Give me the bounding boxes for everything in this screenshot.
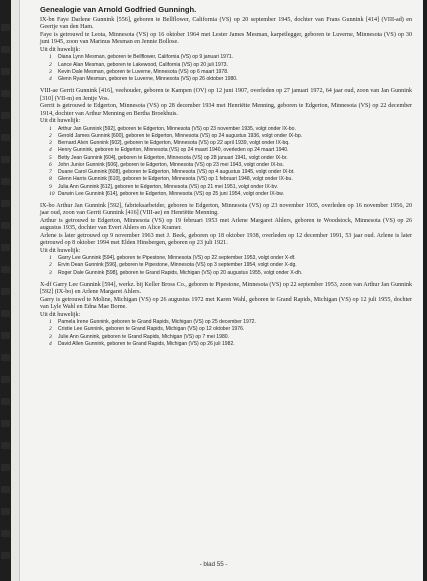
entry-paragraph: Arlene is later getrouwd op 9 november 1963 met J. Beek, geboren op 18 oktober 1938, overleden op 12 december 1991, 53 jaar oud. Arlene is later getrouwd op 8 oktober 1994 met Elden Hinsbergen, geboren op 23 juli 1921. xyxy=(40,232,412,247)
child-item: 2 Ervin Dean Gunnink [596], geboren te Pipestone, Minnesota (VS) op 3 september 1954, volgt onder X-dg. xyxy=(49,262,297,269)
child-item: 2 Gerold James Gunnink [600], geboren te Edgerton, Minnesota (VS) op 24 augustus 1936, volgt onder IX-bp. xyxy=(49,132,303,139)
child-item: 1 Diana Lynn Mesman, geboren te Bellflower, California (VS) op 9 januari 1971. xyxy=(49,54,234,61)
page-header: Genealogie van Arnold Godfried Gunningh. xyxy=(40,5,197,14)
child-item: 9 Julia Ann Gunnink [612], geboren te Edgerton, Minnesota (VS) op 21 mei 1951, volgt onder IX-bv. xyxy=(49,183,278,190)
child-item: 4 David Allen Gunnink, geboren te Grand Rapids, Michigan (VS) op 26 juli 1982. xyxy=(49,340,235,347)
genealogy-entry-ix-bn xyxy=(40,17,412,83)
child-item: 7 Duane Carol Gunnink [608], geboren te Edgerton, Minnesota (VS) op 4 augustus 1945, volgt onder IX-bt. xyxy=(49,169,295,176)
entry-paragraph: Garry is getrouwd te Moline, Michigan (VS) op 26 augustus 1972 met Karen Wahl, geboren te Grand Rapids, Michigan (VS) op 12 juli 1955, dochter van Lyle Wahl en Edna Mae Borne. xyxy=(40,296,412,311)
document-body xyxy=(40,17,412,353)
entry-paragraph: Uit dit huwelijk: xyxy=(40,46,81,53)
children-list xyxy=(49,319,412,348)
child-item: 3 Roger Dale Gunnink [598], geboren te Grand Rapids, Michigan (VS) op 20 augustus 1955, volgt onder X-dh. xyxy=(49,269,303,276)
genealogy-entry-viii-ae xyxy=(40,88,412,198)
entry-paragraph: IX-bn Faye Darlene Gunnink [556], geboren te Bellflower, California (VS) op 20 september 1945, dochter van Frans Gunnink [414] (VIII-ad) en Geertje van den Ham. xyxy=(40,17,412,31)
entry-paragraph: Gerrit is getrouwd te Edgerton, Minnesota (VS) op 28 december 1934 met Henriëtte Menning, geboren te Edgerton, Minnesota (VS) op 22 december 1914, dochter van Arthur Menning en Bertha Broekhuis. xyxy=(40,103,412,117)
child-item: 1 Arthur Jan Gunnink [592], geboren te Edgerton, Minnesota (VS) op 23 november 1935, volgt onder IX-bo. xyxy=(49,125,296,132)
entry-paragraph: X-df Garry Lee Gunnink [594], werkz. bij Keller Bross Co., geboren te Pipestone, Minnesota (VS) op 22 september 1953, zoon van Arthur Jan Gunnink [592] (IX-bo) en Arlene Margaret Ahlers. xyxy=(40,281,412,296)
entry-paragraph: VIII-ae Gerrit Gunnink [416], veehouder, geboren te Kampen (OV) op 12 juni 1907, overleden op 27 januari 1972, 64 jaar oud, zoon van Jan Gunnink [310] (VII-m) en Jentje Vos. xyxy=(40,88,412,102)
child-item: 8 Glenn Harris Gunnink [610], geboren te Edgerton, Minnesota (VS) op 1 februari 1948, volgt onder IX-bu. xyxy=(49,176,293,183)
child-item: 10 Darwin Lee Gunnink [614], geboren te Edgerton, Minnesota (VS) op 25 juni 1954, volgt onder IX-bw. xyxy=(49,190,284,197)
child-item: 2 Cristie Lee Gunnink, geboren te Grand Rapids, Michigan (VS) op 12 oktober 1976. xyxy=(49,326,245,333)
entry-paragraph: Faye is getrouwd te Leota, Minnesota (VS) op 16 oktober 1964 met Lester James Mesman, karpetlegger, geboren te Luverne, Minnesota (VS) op 30 juni 1945, zoon van Marinus Mesman en Jennie Bollose. xyxy=(40,31,412,46)
children-list xyxy=(49,54,412,83)
children-list xyxy=(49,126,412,199)
entry-paragraph: Uit dit huwelijk: xyxy=(40,118,81,125)
child-item: 2 Lance Alan Mesman, geboren te Lakewood, California (VS) op 20 juli 1973. xyxy=(49,61,228,68)
entry-paragraph: Arthur is getrouwd te Edgerton, Minnesota (VS) op 19 februari 1953 met Arlene Margaret Ahlers, geboren te Woodstock, Minnesota (VS) op 26 augustus 1935, dochter van Evert Ahlers en Alice Kramer. xyxy=(40,217,412,232)
child-item: 4 Henry Gunnink, geboren te Edgerton, Minnesota (VS) op 24 maart 1940, overleden op 24 maart 1940. xyxy=(49,147,289,154)
binder-holes xyxy=(1,0,11,581)
child-item: 3 Bernard Alvin Gunnink [602], geboren te Edgerton, Minnesota (VS) op 22 april 1939, volgt onder IX-bq. xyxy=(49,140,290,147)
genealogy-entry-ix-bo xyxy=(40,203,412,277)
entry-paragraph: Uit dit huwelijk: xyxy=(40,247,81,254)
child-item: 5 Betty Jean Gunnink [604], geboren te Edgerton, Minnesota (VS) op 28 januari 1941, volgt onder IX-br. xyxy=(49,154,288,161)
child-item: 1 Garry Lee Gunnink [594], geboren te Pipestone, Minnesota (VS) op 22 september 1953, volgt onder X-df. xyxy=(49,255,296,262)
children-list xyxy=(49,255,412,277)
entry-paragraph: IX-bo Arthur Jan Gunnink [592], fabrieksarbeider, geboren te Edgerton, Minnesota (VS) op 23 november 1935, overleden op 16 november 1956, 20 jaar oud, zoon van Gerrit Gunnink [416] (VIII-ae) en Henriëtte Menning. xyxy=(40,203,412,217)
binder-strip xyxy=(11,0,20,581)
page-number: - blad 55 - xyxy=(199,561,228,568)
child-item: 3 Kevin Dale Mesman, geboren te Luverne, Minnesota (VS) op 6 maart 1978. xyxy=(49,68,229,75)
child-item: 6 John Junior Gunnink [606], geboren te Edgerton, Minnesota (VS) op 23 mei 1943, volgt onder IX-bs. xyxy=(49,161,284,168)
child-item: 3 Julie Ann Gunnink, geboren te Grand Rapids, Michigan (VS) op 7 mei 1980. xyxy=(49,333,230,340)
entry-paragraph: Uit dit huwelijk: xyxy=(40,311,81,318)
child-item: 1 Pamela Irene Gunnink, geboren te Grand Rapids, Michigan (VS) op 25 december 1972. xyxy=(49,319,256,326)
genealogy-entry-x-df xyxy=(40,282,412,348)
child-item: 4 Glenn Ryan Mesman, geboren te Luverne, Minnesota (VS) op 26 oktober 1980. xyxy=(49,76,238,83)
